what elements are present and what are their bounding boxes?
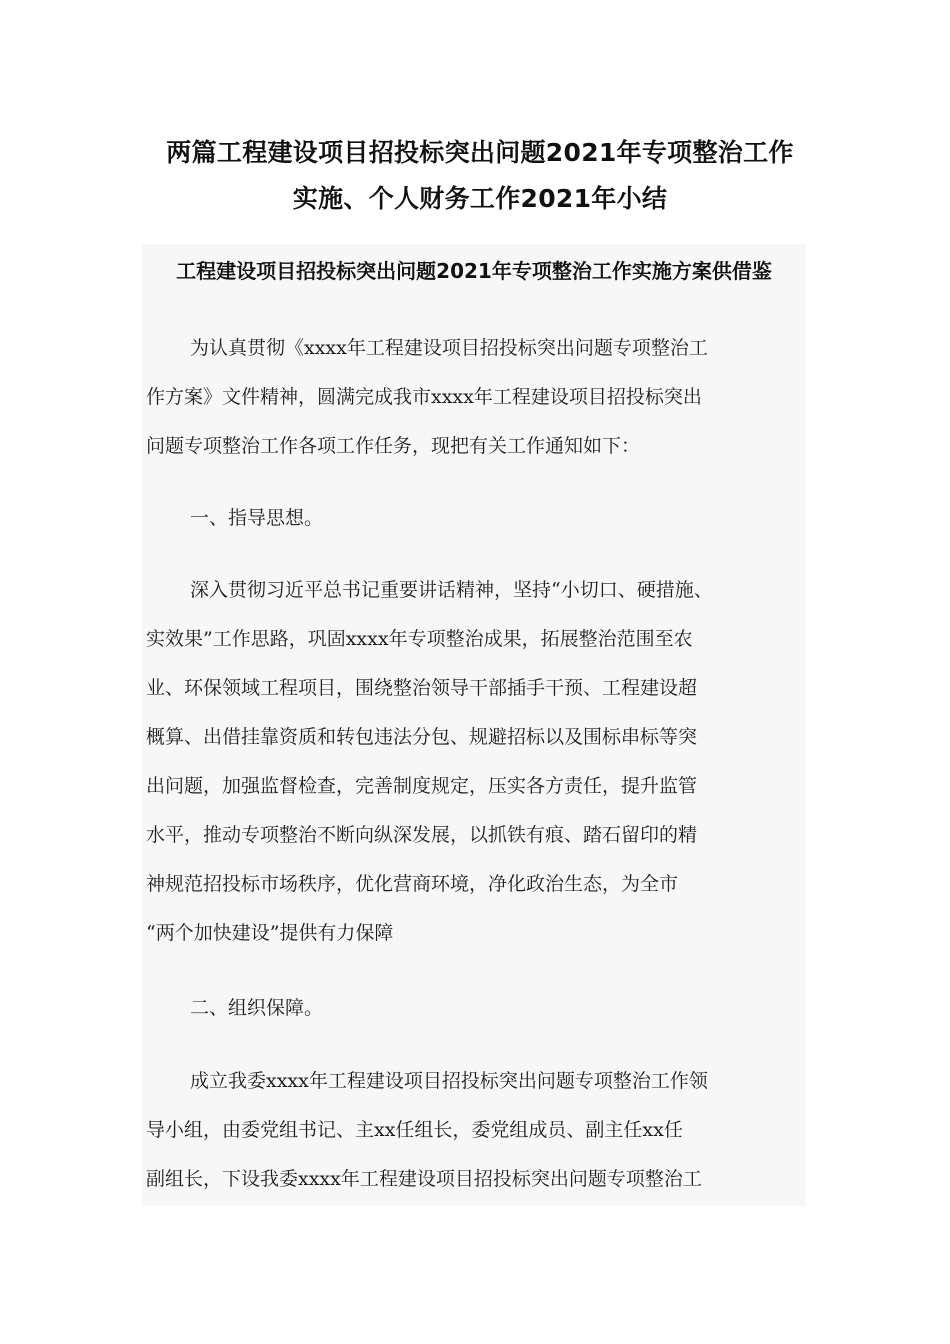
section-heading-organization xyxy=(146,984,802,1033)
section-subtitle: 工程建设项目招投标突出问题2021年专项整治工作实施方案供借鉴 xyxy=(176,259,772,283)
paragraph-line: 导小组，由委党组书记、主xx任组长，委党组成员、副主任xx任 xyxy=(146,1119,683,1141)
paragraph-line: 业、环保领域工程项目，围绕整治领导干部插手干预、工程建设超 xyxy=(146,677,698,699)
paragraph-line: 成立我委xxxx年工程建设项目招投标突出问题专项整治工作领 xyxy=(190,1070,708,1092)
paragraph-line: 深入贯彻习近平总书记重要讲话精神，坚持“小切口、硬措施、 xyxy=(190,579,713,601)
paragraph-line: 实效果”工作思路，巩固xxxx年专项整治成果，拓展整治范围至农 xyxy=(146,628,693,650)
document-title xyxy=(150,130,810,222)
paragraph-organization xyxy=(146,1057,802,1204)
paragraph-line: 概算、出借挂靠资质和转包违法分包、规避招标以及围标串标等突 xyxy=(146,726,698,748)
paragraph-line: 副组长，下设我委xxxx年工程建设项目招投标突出问题专项整治工 xyxy=(146,1168,702,1190)
paragraph-guiding-ideology xyxy=(146,566,802,958)
document-title-line-2: 实施、个人财务工作2021年小结 xyxy=(292,184,668,213)
paragraph-line: 出问题，加强监督检查，完善制度规定，压实各方责任，提升监管 xyxy=(146,775,698,797)
document-title-line-1: 两篇工程建设项目招投标突出问题2021年专项整治工作 xyxy=(166,138,794,167)
paragraph-line: “两个加快建设”提供有力保障 xyxy=(146,922,394,944)
paragraph-intro xyxy=(146,324,802,471)
paragraph-line: 问题专项整治工作各项工作任务，现把有关工作通知如下： xyxy=(146,435,641,457)
paragraph-line: 作方案》文件精神，圆满完成我市xxxx年工程建设项目招投标突出 xyxy=(146,386,702,408)
section-heading-line: 二、组织保障。 xyxy=(190,997,324,1019)
section-heading-guiding-ideology xyxy=(146,494,802,543)
section-heading-line: 一、指导思想。 xyxy=(190,507,324,529)
paragraph-line: 为认真贯彻《xxxx年工程建设项目招投标突出问题专项整治工 xyxy=(190,337,708,359)
paragraph-line: 神规范招投标市场秩序，优化营商环境，净化政治生态，为全市 xyxy=(146,873,679,895)
document-body xyxy=(142,244,806,1206)
paragraph-line: 水平，推动专项整治不断向纵深发展，以抓铁有痕、踏石留印的精 xyxy=(146,824,698,846)
